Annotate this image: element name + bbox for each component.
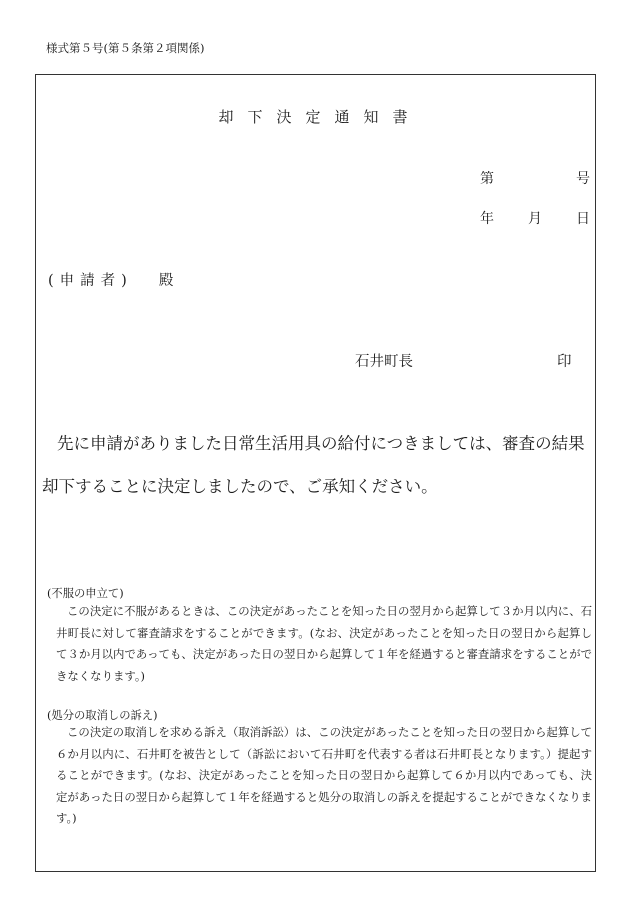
document-number-suffix: 号	[576, 171, 590, 187]
applicant-line	[48, 269, 173, 290]
date-year: 年	[480, 211, 494, 227]
document-title: 却下決定通知書	[218, 108, 422, 126]
issuer-title: 石井町長	[355, 354, 413, 370]
lawsuit-text: この決定の取消しを求める訴え（取消訴訟）は、この決定があったことを知った日の翌日から起算して６か月以内に、石井町を被告として（訴訟において石井町を代表する者は石井町長となります。）提起することができます。(なお、決定があったことを知った日の翌日から起算して６か月以内であっても、決定があった日の翌日から起算して１年を経過すると処分の取消しの訴えを提起することができなくなります。)	[56, 725, 592, 825]
applicant-label: (申請者)	[48, 273, 133, 289]
appeal-text: この決定に不服があるときは、この決定があったことを知った日の翌月から起算して３か月以内に、石井町長に対して審査請求をすることができます。(なお、決定があったことを知った日の翌日から起算して３か月以内であっても、決定があった日の翌日から起算して１年を経過すると審査請求をすることができなくなります。)	[56, 604, 592, 683]
issuer-seal: 印	[557, 354, 572, 370]
body-line-2: 却下することに決定しましたので、ご承知ください。	[42, 477, 438, 496]
document-number-prefix: 第	[480, 171, 494, 187]
lawsuit-heading: (処分の取消しの訴え)	[47, 709, 158, 722]
applicant-honorific: 殿	[158, 273, 174, 289]
form-label: 様式第５号(第５条第２項関係)	[46, 41, 205, 55]
date-day: 日	[576, 211, 590, 227]
appeal-heading: (不服の申立て)	[47, 587, 124, 600]
body-line-1: 先に申請がありました日常生活用具の給付につきましては、審査の結果	[57, 434, 585, 453]
date-month: 月	[528, 211, 542, 227]
